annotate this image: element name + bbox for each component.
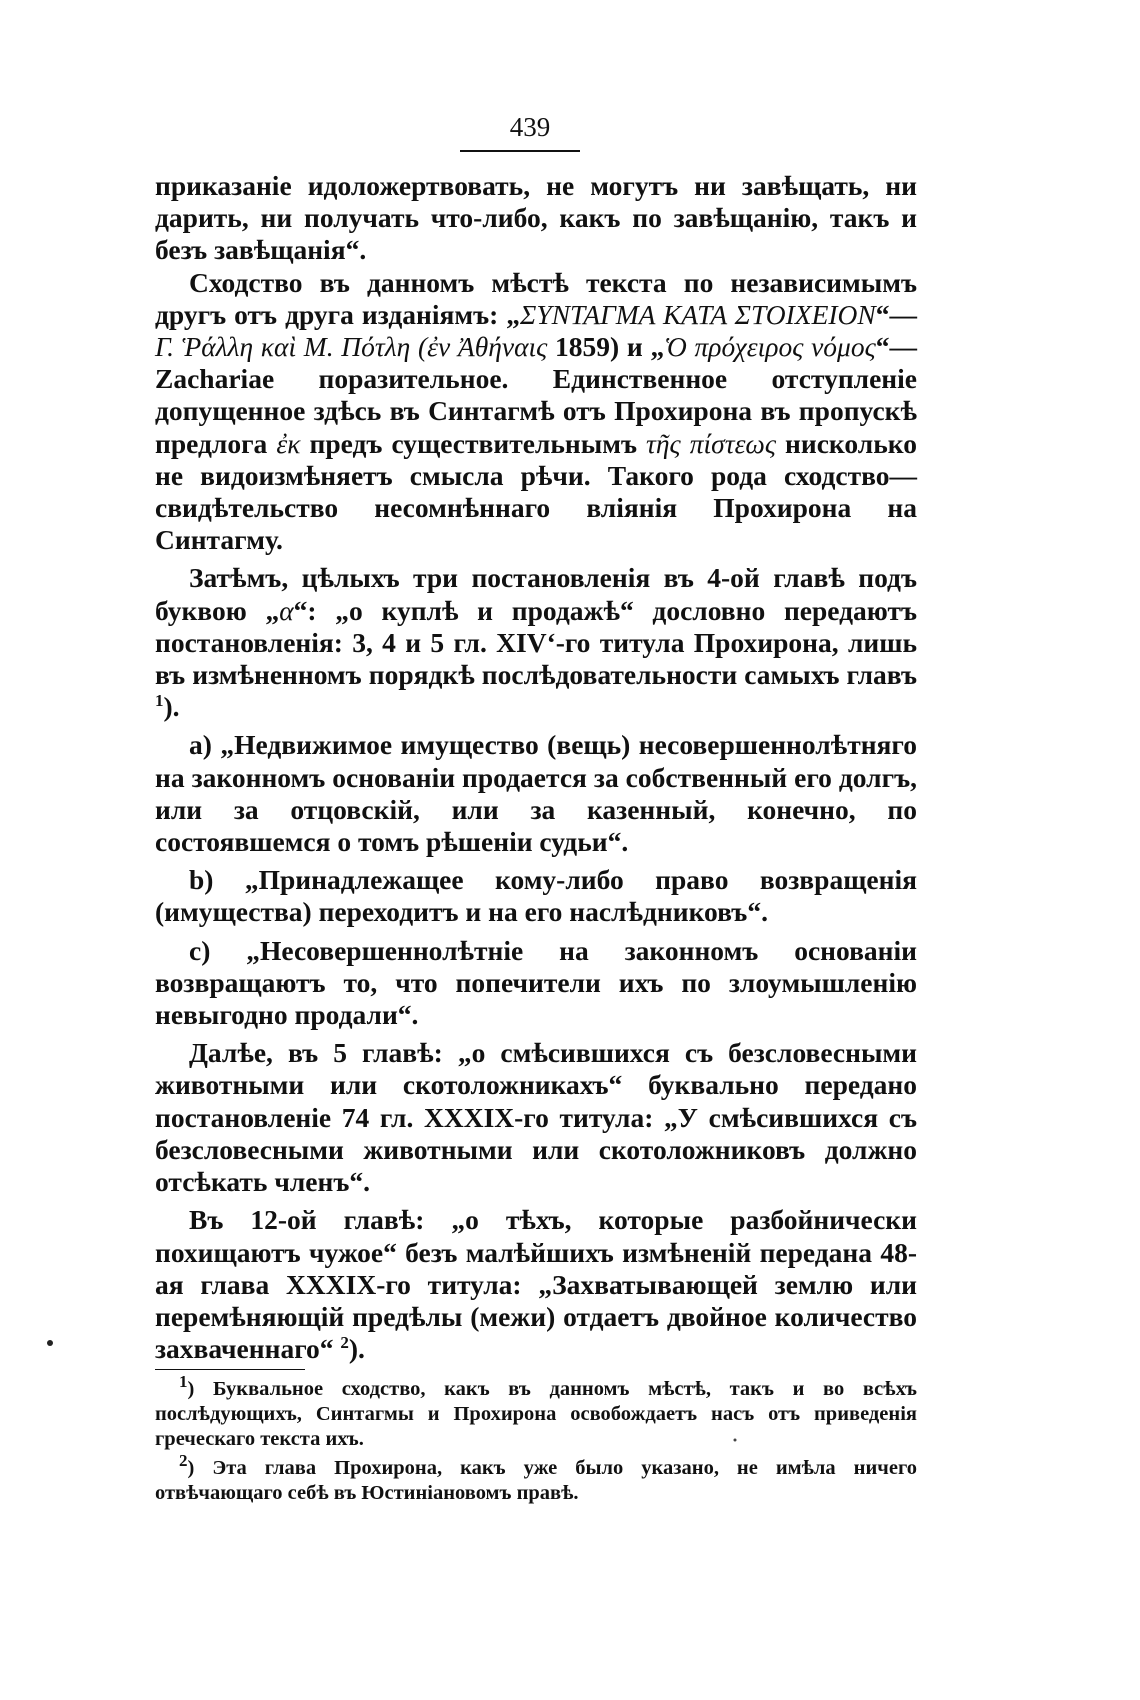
main-text — [155, 170, 917, 1365]
footnotes — [155, 1372, 917, 1506]
greek-text: ΣΥΝΤΑΓΜΑ ΚΑΤΑ ΣΤΟΙΧΕΙΟΝ — [520, 298, 876, 330]
paragraph — [155, 170, 917, 267]
paragraph — [155, 562, 917, 723]
paragraph — [155, 1204, 917, 1365]
text-run: Въ 12-ой главѣ: „о тѣхъ, которые разбойнически похищаютъ чужое“ безъ малѣйшихъ измѣненій передана 48-ая глава XXXIX-го титула: „Захватывающей землю или перемѣняющій предѣлы (межи) отдаетъ двойное количество захваченнаго“ — [155, 1204, 917, 1365]
footnote — [155, 1451, 917, 1506]
greek-text: Ὁ πρόχειρος νόμος — [664, 331, 876, 363]
greek-text: τῆς πίστεως — [646, 427, 776, 459]
page-number: 439 — [509, 112, 551, 142]
text-run: 1859) и „ — [547, 331, 665, 363]
text-run: Далѣе, въ 5 главѣ: „о смѣсившихся съ безсловесными животными или скотоложникахъ“ буквально передано постановленіе 74 гл. XXXIX-го титула: „У смѣсившихся съ безсловесными животными или скотоложниковъ должно отсѣкать членъ“. — [155, 1037, 917, 1198]
text-run: Сходство въ данномъ мѣстѣ текста по независимымъ другъ отъ друга изданіямъ: „ — [155, 266, 917, 330]
footnote-rule — [155, 1369, 305, 1370]
footnote-text: ) Эта глава Прохирона, какъ уже было указано, не имѣла ничего отвѣчающаго себѣ въ Юстиніановомъ правѣ. — [155, 1457, 917, 1504]
text-run: предъ существительнымъ — [300, 427, 647, 459]
footnote-reference: 2 — [340, 1332, 349, 1352]
footnote-reference: 1 — [155, 691, 164, 711]
paragraph — [155, 267, 917, 557]
greek-text: α — [279, 594, 294, 626]
greek-text: Γ. Ῥάλλη καὶ Μ. Πότλη (ἐν Ἀθήναις — [155, 331, 548, 363]
footnote-text: ) Буквальное сходство, какъ въ данномъ мѣстѣ, такъ и во всѣхъ послѣдующихъ, Синтагмы и Прохирона освобождаетъ насъ отъ приведенія греческаго текста ихъ. — [155, 1378, 917, 1450]
paragraph — [155, 935, 917, 1032]
paragraph — [155, 1037, 917, 1198]
text-run: “— — [875, 298, 918, 330]
text-run: нисколько не видоизмѣняетъ смысла рѣчи. Такого рода сходство—свидѣтельство несомнѣннаго вліянія Прохирона на Синтагму. — [155, 427, 918, 556]
footnote — [155, 1372, 917, 1452]
footnote-marker: 1 — [179, 1372, 188, 1392]
text-run: a) „Недвижимое имущество (вещь) несовершеннолѣтняго на законномъ основаніи продается за собственный его долгъ, или за отцовскій, или за казенный, конечно, по состоявшемся о томъ рѣшеніи судьи“. — [155, 729, 917, 858]
paragraph — [155, 864, 917, 928]
greek-text: ἐκ — [276, 427, 301, 459]
footnote-marker: 2 — [179, 1451, 188, 1471]
text-run: b) „Принадлежащее кому-либо право возвращенія (имущества) переходитъ и на его наслѣдниковъ“. — [155, 864, 917, 928]
text-run: “: „о куплѣ и продажѣ“ дословно передаютъ постановленія: 3, 4 и 5 гл. XIVʻ-го титула Прохирона, лишь въ измѣненномъ порядкѣ послѣдовательности самыхъ главъ — [155, 594, 917, 691]
text-run: Затѣмъ, цѣлыхъ три постановленія въ 4-ой главѣ подъ буквою „ — [155, 562, 917, 626]
text-run: приказаніе идоложертвовать, не могутъ ни завѣщать, ни дарить, ни получать что-либо, какъ по завѣщанію, такъ и безъ завѣщанія“. — [155, 170, 917, 266]
text-run: “—Zachariae поразительное. Единственное отступленіе допущенное здѣсь въ Синтагмѣ отъ Прохирона въ пропускѣ предлога — [155, 331, 917, 459]
page-number-rule — [460, 150, 580, 152]
text-run: c) „Несовершеннолѣтніе на законномъ основаніи возвращаютъ то, что попечители ихъ по злоумышленію невыгодно продали“. — [155, 934, 917, 1031]
scan-speck — [47, 1340, 53, 1346]
text-run: ). — [348, 1333, 365, 1365]
text-run: ). — [163, 691, 180, 723]
paragraph — [155, 729, 917, 858]
